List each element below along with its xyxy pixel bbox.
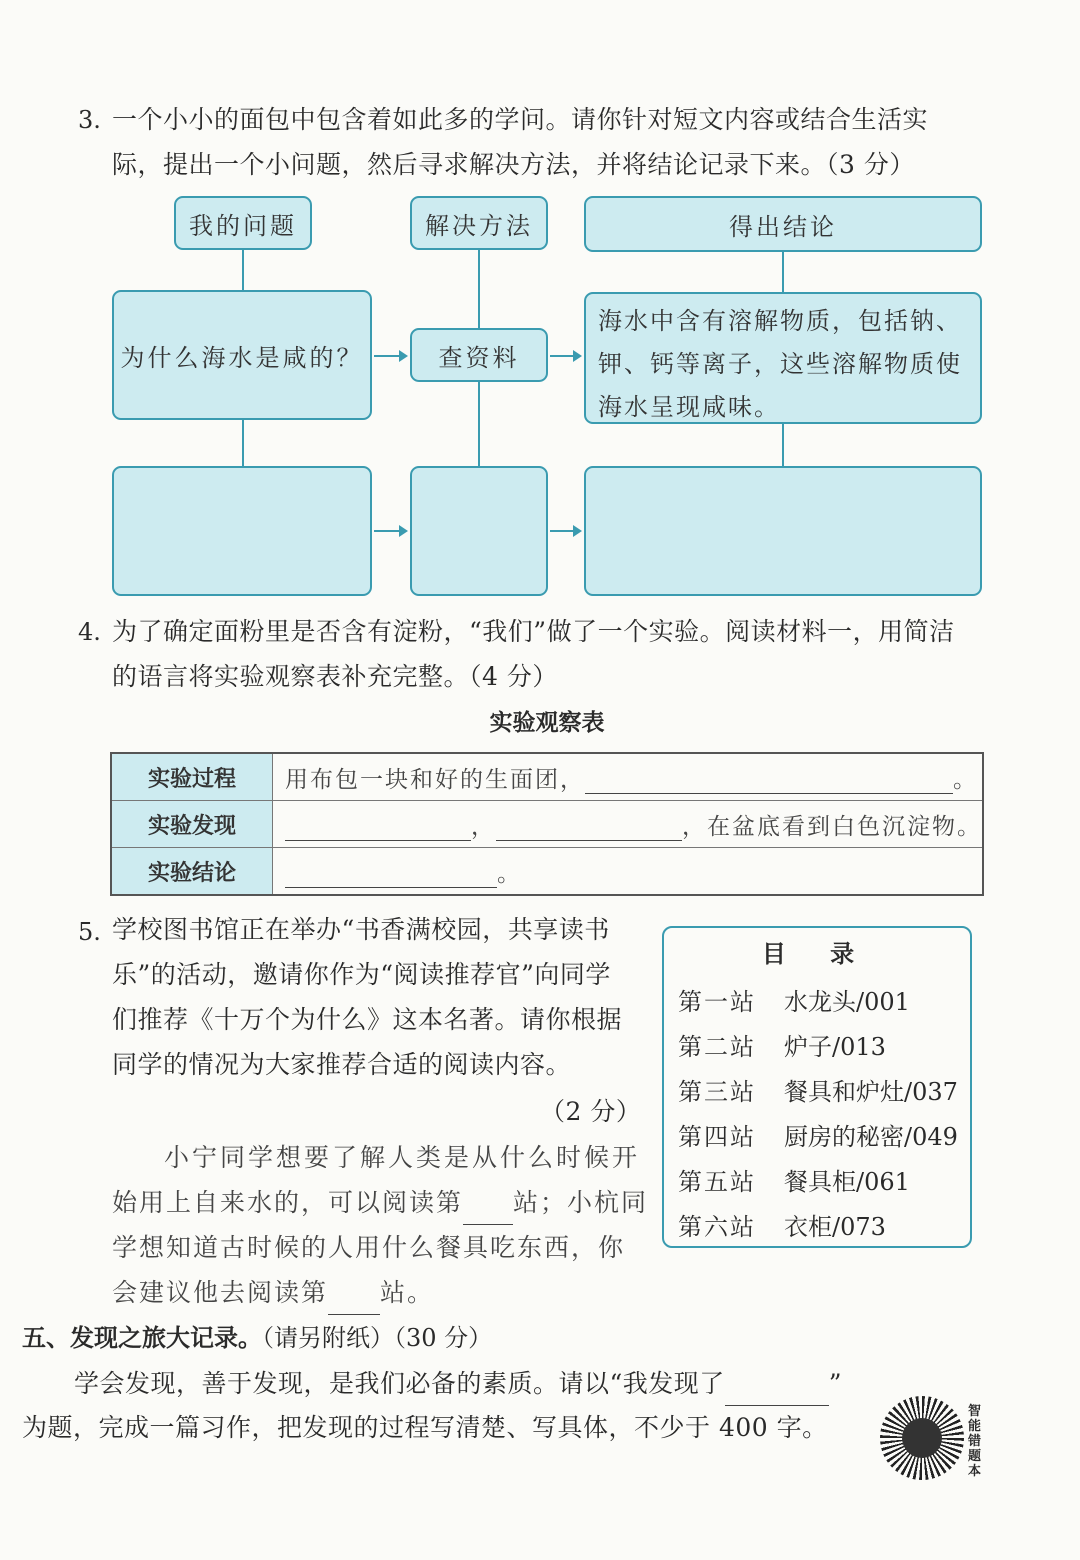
connector (478, 382, 480, 466)
row-label: 实验发现 (111, 801, 273, 848)
arrow-icon (550, 355, 580, 357)
answer-blank[interactable] (496, 814, 682, 841)
qr-code-icon[interactable] (880, 1396, 964, 1480)
period: 。 (497, 860, 522, 887)
header-conclusion: 得出结论 (584, 196, 982, 252)
q5-line: 学校图书馆正在举办“书香满校园，共享读书 (112, 915, 610, 944)
para-text: 始用上自来水的，可以阅读第 (112, 1188, 464, 1217)
toc-item (678, 1072, 958, 1107)
answer-blank[interactable] (463, 1198, 513, 1225)
q3-line-2: 际，提出一个小问题，然后寻求解决方法，并将结论记录下来。（3 分） (112, 150, 915, 179)
q5-para (112, 1181, 648, 1225)
header-method: 解决方法 (410, 196, 548, 250)
example-conclusion-box (584, 292, 982, 424)
table-row (111, 753, 983, 801)
toc-item (678, 1027, 886, 1062)
connector (782, 424, 784, 466)
toc-item (678, 1162, 910, 1197)
logo-icon (902, 1418, 942, 1458)
toc-station: 第三站 (678, 1078, 756, 1106)
heading-text: 五、发现之旅大记录。 (22, 1324, 262, 1352)
toc-title-text: 炉子/013 (784, 1033, 886, 1061)
table-row (111, 801, 983, 848)
process-text: 用布包一块和好的生面团， (285, 766, 585, 793)
toc-title-text: 餐具和炉灶/037 (784, 1078, 958, 1106)
para-text: 站；小杭同 (513, 1188, 649, 1217)
q5-para: 学想知道古时候的人用什么餐具吃东西，你 (112, 1233, 626, 1262)
finding-text: ，在盆底看到白色沉淀物。 (682, 813, 982, 840)
arrow-icon (374, 355, 406, 357)
toc-title: 目 录 (761, 940, 873, 968)
title-blank[interactable] (725, 1379, 829, 1406)
close-quote: ” (828, 1369, 843, 1398)
q4-line-2: 的语言将实验观察表补充完整。（4 分） (112, 662, 558, 691)
conclusion-line: 钾、钙等离子，这些溶解物质使 (598, 350, 962, 378)
answer-conclusion-box[interactable] (584, 466, 982, 596)
q3-line-1: 一个小小的面包中包含着如此多的学问。请你针对短文内容或结合生活实 (112, 105, 929, 134)
observation-table (110, 752, 984, 896)
q5-line: 乐”的活动，邀请你作为“阅读推荐官”向同学 (112, 960, 611, 989)
table-of-contents (662, 926, 972, 1248)
toc-title-text: 水龙头/001 (784, 988, 910, 1016)
section-heading (22, 1318, 492, 1353)
toc-station: 第一站 (678, 988, 756, 1016)
para-text: 会建议他去阅读第 (112, 1278, 329, 1307)
toc-station: 第五站 (678, 1168, 756, 1196)
essay-prompt-line: 为题，完成一篇习作，把发现的过程写清楚、写具体，不少于 400 字。 (22, 1413, 828, 1442)
table-row (111, 848, 983, 896)
toc-item (678, 982, 910, 1017)
table-title: 实验观察表 (489, 710, 605, 736)
q5-score: （2 分） (540, 1097, 642, 1126)
row-label: 实验过程 (111, 753, 273, 801)
connector (782, 252, 784, 292)
connector (478, 250, 480, 328)
connector (242, 250, 244, 290)
toc-title-text: 餐具柜/061 (784, 1168, 910, 1196)
header-my-question: 我的问题 (174, 196, 312, 250)
answer-blank[interactable] (585, 767, 953, 794)
example-question-box: 为什么海水是咸的？ (112, 290, 372, 420)
toc-station: 第四站 (678, 1123, 756, 1151)
q3-number: 3. (78, 106, 101, 134)
answer-blank[interactable] (285, 814, 471, 841)
conclusion-line: 海水中含有溶解物质，包括钠、 (598, 307, 962, 335)
toc-item (678, 1207, 886, 1242)
connector (242, 420, 244, 466)
example-method-box: 查资料 (410, 328, 548, 382)
answer-blank[interactable] (285, 861, 497, 888)
qr-label: 智能错题本 (968, 1404, 982, 1479)
period: 。 (953, 766, 978, 793)
para-text: 站。 (380, 1278, 435, 1307)
toc-station: 第二站 (678, 1033, 756, 1061)
toc-title-text: 衣柜/073 (784, 1213, 886, 1241)
row-label: 实验结论 (111, 848, 273, 896)
heading-tail: （请另附纸）（30 分） (262, 1324, 493, 1352)
toc-title-text: 厨房的秘密/049 (784, 1123, 958, 1151)
q5-number: 5. (78, 918, 101, 946)
q4-line-1: 为了确定面粉里是否含有淀粉，“我们”做了一个实验。阅读材料一，用简洁 (112, 617, 955, 646)
arrow-icon (550, 530, 580, 532)
toc-station: 第六站 (678, 1213, 756, 1241)
answer-blank[interactable] (328, 1288, 380, 1315)
essay-prompt-line (74, 1362, 842, 1406)
prompt-text: 学会发现，善于发现，是我们必备的素质。请以“我发现了 (74, 1369, 725, 1398)
answer-question-box[interactable] (112, 466, 372, 596)
q5-para: 小宁同学想要了解人类是从什么时候开 (164, 1143, 641, 1172)
toc-item (678, 1117, 958, 1152)
q5-para (112, 1271, 434, 1315)
comma: ， (471, 813, 496, 840)
q4-number: 4. (78, 618, 101, 646)
conclusion-line: 海水呈现咸味。 (598, 393, 780, 421)
q5-line: 们推荐《十万个为什么》这本名著。请你根据 (112, 1005, 623, 1034)
q5-line: 同学的情况为大家推荐合适的阅读内容。 (112, 1050, 572, 1079)
arrow-icon (374, 530, 406, 532)
answer-method-box[interactable] (410, 466, 548, 596)
